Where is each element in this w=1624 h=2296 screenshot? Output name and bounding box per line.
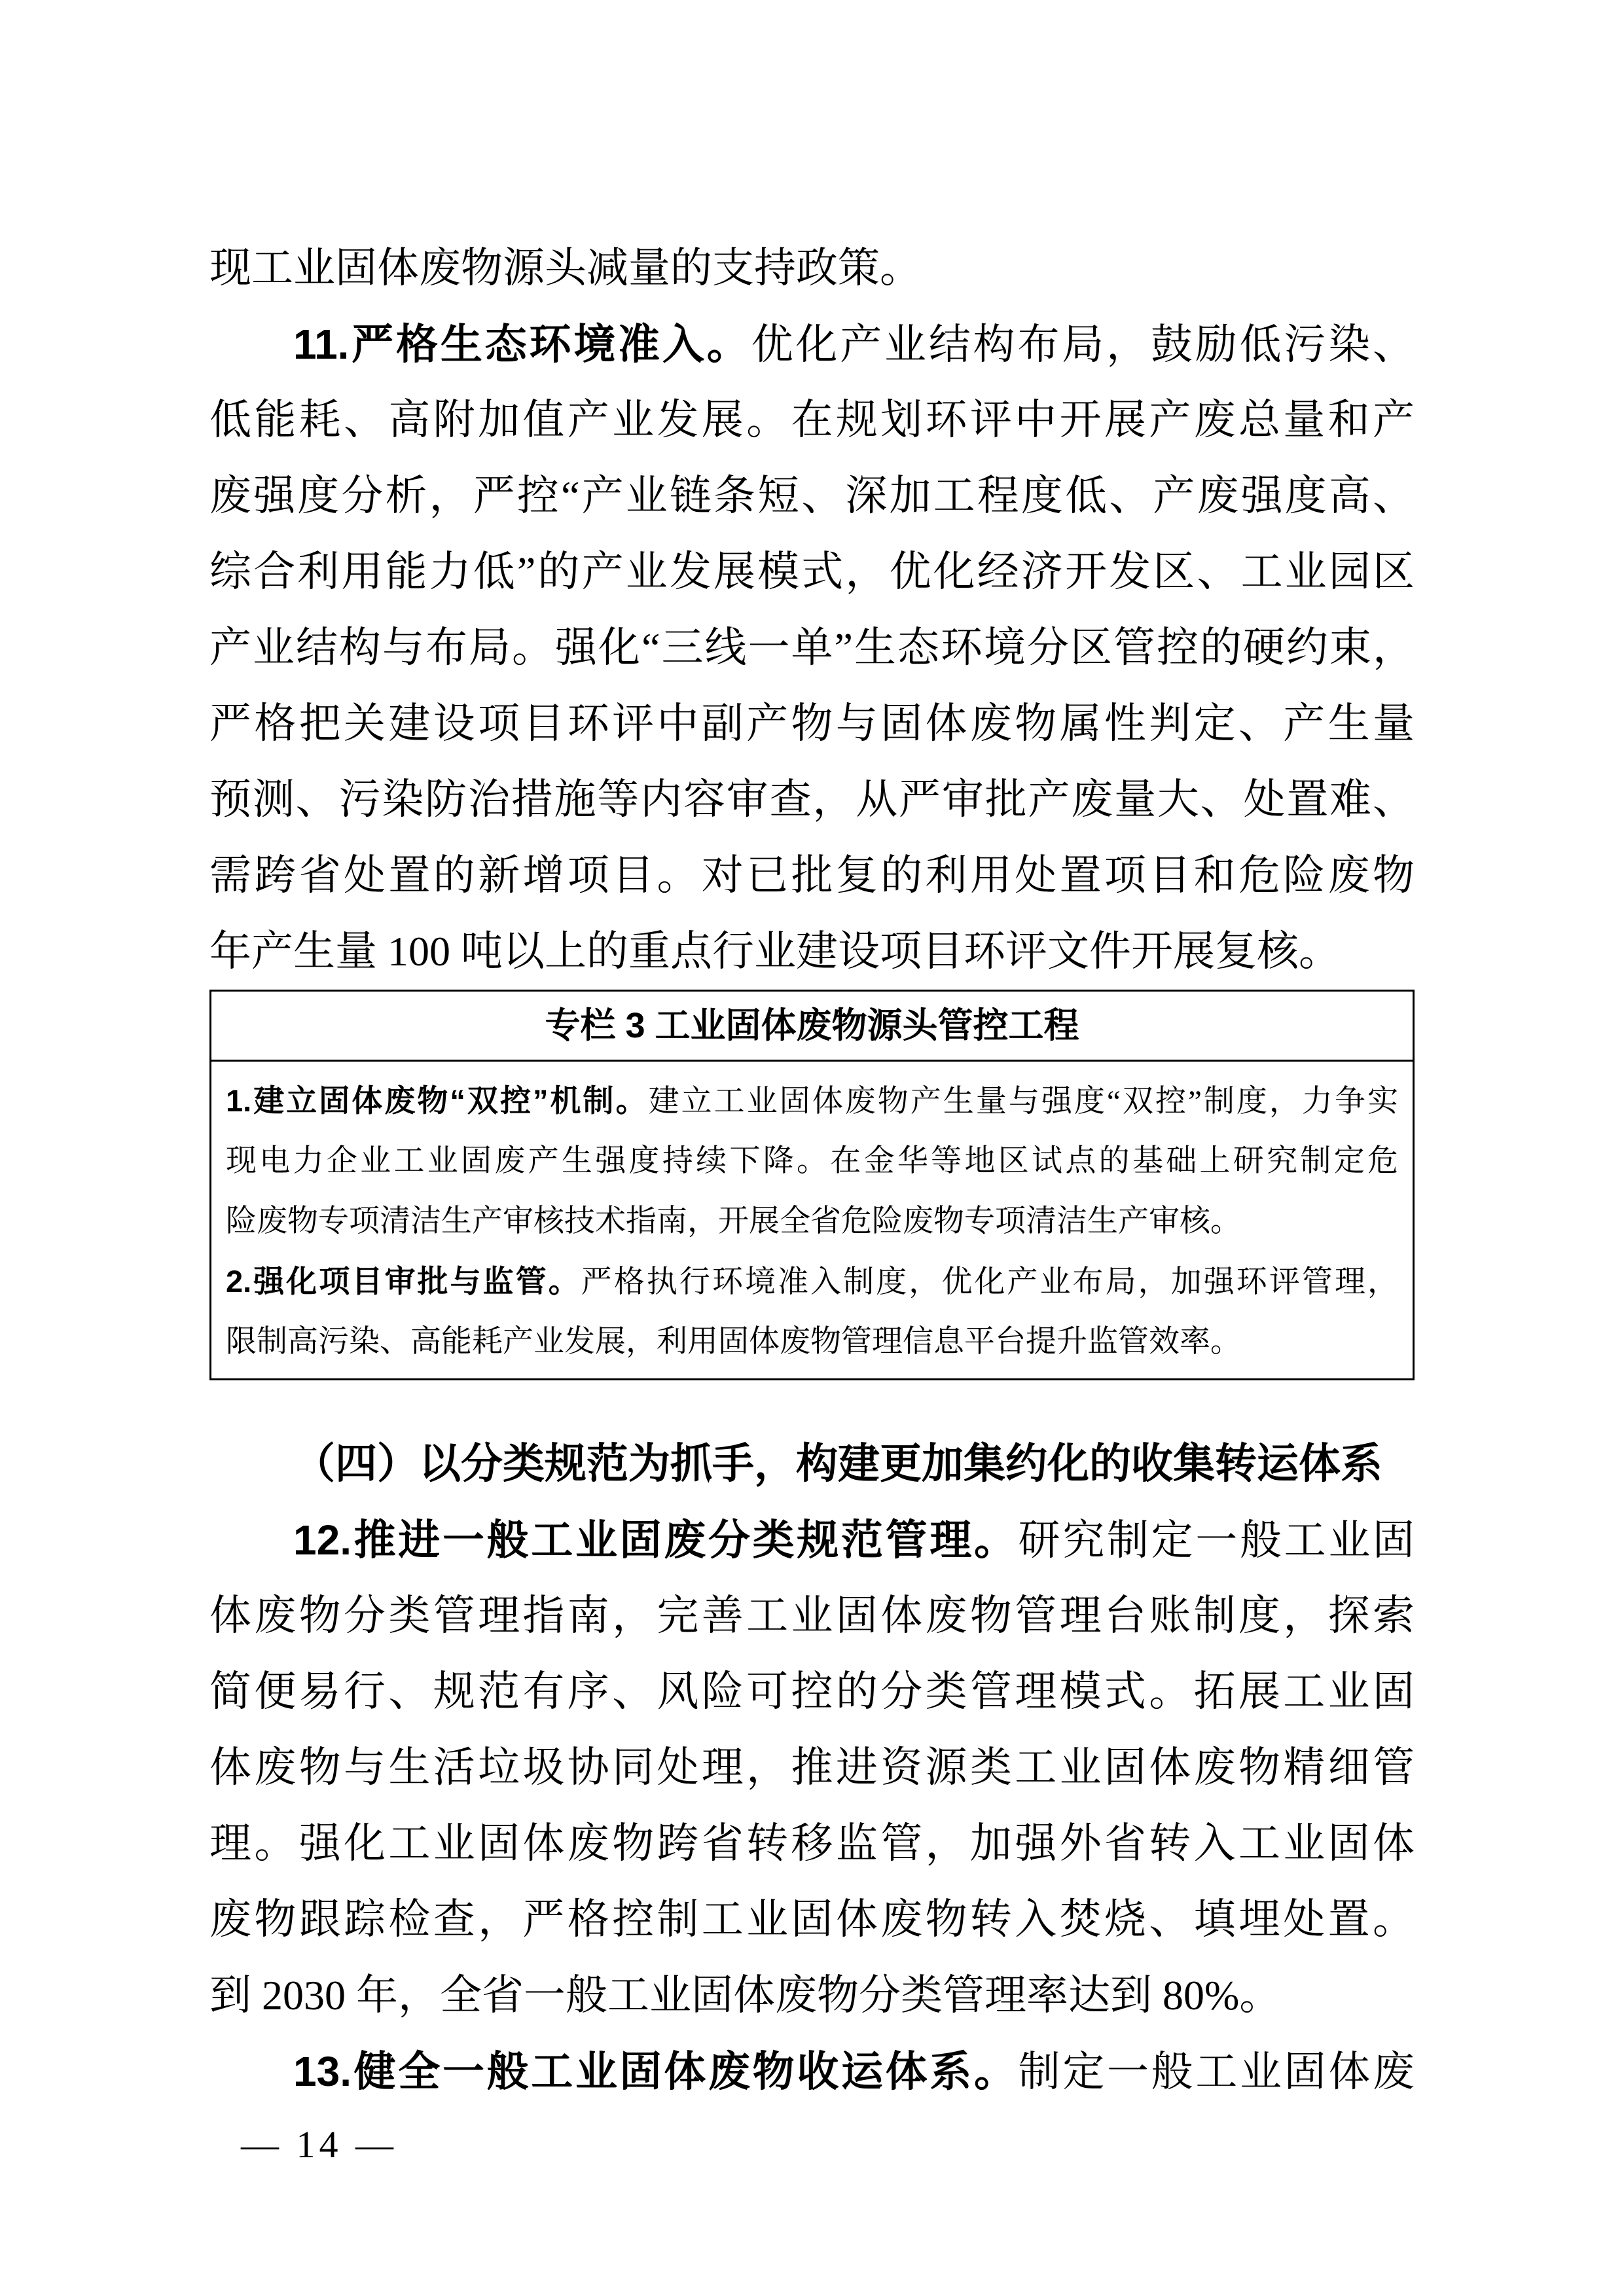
body-text: 低能耗、高附加值产业发展。在规划环评中开展产废总量和产	[209, 397, 1415, 443]
box-item-2-heading: 2.强化项目审批与监管。	[226, 1264, 581, 1299]
body-line	[209, 1806, 1415, 1882]
body-text: 严格把关建设项目环评中副产物与固体废物属性判定、产生量	[209, 700, 1415, 747]
body-line	[209, 914, 1415, 990]
box-text: 现电力企业工业固废产生强度持续下降。在金华等地区试点的基础上研究制定危	[226, 1144, 1398, 1178]
body-line	[209, 762, 1415, 838]
body-text: 综合利用能力低”的产业发展模式，优化经济开发区、工业园区	[209, 548, 1415, 595]
body-line	[209, 2034, 1415, 2109]
box-text: 险废物专项清洁生产审核技术指南，开展全省危险废物专项清洁生产审核。	[226, 1204, 1241, 1238]
body-line	[209, 534, 1415, 610]
box-line	[226, 1131, 1398, 1191]
body-text: 制定一般工业固体废	[1018, 2049, 1415, 2095]
body-line	[209, 686, 1415, 762]
body-line	[209, 1882, 1415, 1958]
body-line	[209, 838, 1415, 914]
body-text: 研究制定一般工业固	[1018, 1517, 1415, 1564]
body-text: 体废物与生活垃圾协同处理，推进资源类工业固体废物精细管	[209, 1744, 1415, 1791]
section-13-heading: 13.健全一般工业固体废物收运体系。	[293, 2048, 1019, 2095]
body-text: 优化产业结构布局，鼓励低污染、	[751, 321, 1415, 368]
box-line	[226, 1191, 1398, 1251]
box-title: 专栏 3 工业固体废物源头管控工程	[211, 992, 1413, 1062]
box-line	[226, 1071, 1398, 1131]
body-text: 到 2030 年，全省一般工业固体废物分类管理率达到 80%。	[209, 1972, 1282, 2018]
body-text: 产业结构与布局。强化“三线一单”生态环境分区管控的硬约束，	[209, 624, 1415, 671]
box-line	[226, 1312, 1398, 1372]
body-text: 体废物分类管理指南，完善工业固体废物管理台账制度，探索	[209, 1592, 1415, 1639]
special-column-box	[209, 990, 1415, 1380]
page-number: — 14 —	[241, 2123, 397, 2166]
body-text: 简便易行、规范有序、风险可控的分类管理模式。拓展工业固	[209, 1668, 1415, 1715]
body-text: 废强度分析，严控“产业链条短、深加工程度低、产废强度高、	[209, 473, 1415, 519]
heading-text: （四）以分类规范为抓手，构建更加集约化的收集转运体系	[293, 1441, 1382, 1487]
body-line	[209, 1654, 1415, 1730]
section-12-heading: 12.推进一般工业固废分类规范管理。	[293, 1516, 1019, 1564]
box-text: 限制高污染、高能耗产业发展，利用固体废物管理信息平台提升监管效率。	[226, 1325, 1241, 1359]
body-line	[209, 1502, 1415, 1578]
body-line	[209, 1730, 1415, 1806]
body-line	[209, 230, 1415, 306]
box-body	[211, 1062, 1413, 1378]
body-text: 预测、污染防治措施等内容审查，从严审批产废量大、处置难、	[209, 776, 1415, 823]
body-text: 现工业固体废物源头减量的支持政策。	[209, 245, 922, 291]
body-line	[209, 610, 1415, 686]
box-text: 建立工业固体废物产生量与强度“双控”制度，力争实	[648, 1085, 1398, 1119]
box-line	[226, 1251, 1398, 1312]
subsection-4-heading	[209, 1426, 1415, 1502]
body-text: 年产生量 100 吨以上的重点行业建设项目环评文件开展复核。	[209, 928, 1341, 975]
body-line	[209, 382, 1415, 458]
box-item-1-heading: 1.建立固体废物“双控”机制。	[226, 1083, 649, 1118]
body-line	[209, 1958, 1415, 2034]
text-column	[209, 230, 1415, 2109]
body-text: 需跨省处置的新增项目。对已批复的利用处置项目和危险废物	[209, 852, 1415, 899]
body-line	[209, 306, 1415, 382]
body-text: 理。强化工业固体废物跨省转移监管，加强外省转入工业固体	[209, 1820, 1415, 1867]
body-line	[209, 458, 1415, 534]
body-text: 废物跟踪检查，严格控制工业固体废物转入焚烧、填埋处置。	[209, 1896, 1415, 1943]
box-text: 严格执行环境准入制度，优化产业布局，加强环评管理，	[581, 1265, 1398, 1299]
body-line	[209, 1578, 1415, 1654]
section-11-heading: 11.严格生态环境准入。	[293, 321, 751, 368]
